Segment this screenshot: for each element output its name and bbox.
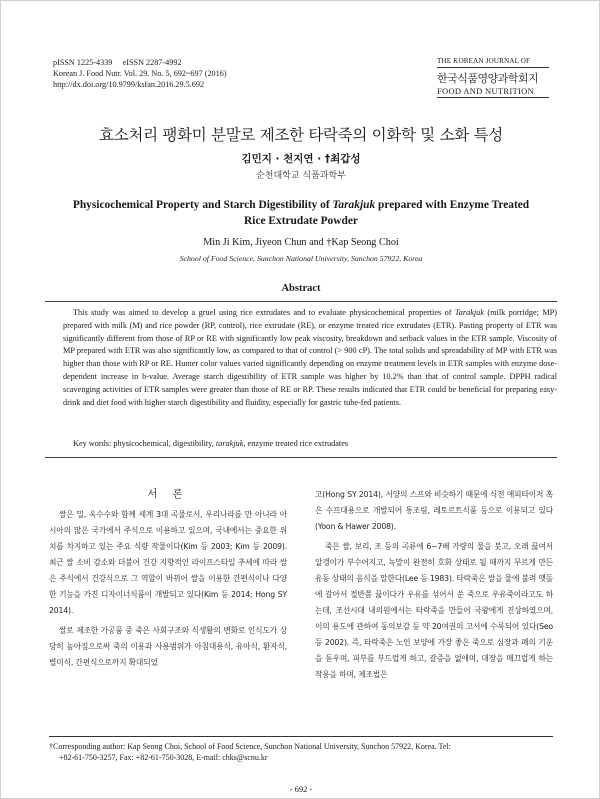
affiliation-english: School of Food Science, Sunchon National University, Sunchon 57922, Korea [179,254,423,263]
keywords-italic: tarakjuk [215,439,244,448]
body-column-right [315,487,553,683]
intro-paragraph-2-cont: 고(Hong SY 2014), 서양의 스프와 비슷하기 때문에 식전 애피타이저 혹은 수프대용으로 개발되어 통조림, 레토르트식품 등으로 이용되고 있다(Yoon & Hawer 2008). [315,490,553,531]
journal-logo [437,57,549,98]
citation-line: Korean J. Food Nutr. Vol. 29. No. 5, 692~697 (2016) [53,69,227,78]
doi-link[interactable]: http://dx.doi.org/10.9799/ksfan.2016.29.5.692 [53,80,205,89]
title-en-part-c: prepared with Enzyme Treated Rice Extrudate Powder [244,199,530,227]
intro-paragraph-1: 쌀은 밀, 옥수수와 함께 세계 3대 곡물로서, 우리나라를 만 아니라 아시아의 많은 국가에서 주식으로 이용하고 있으며, 국내에서는 중요한 위치를 차지하고 있는 주요 식량 작물이다(Kim 등 2003; Kim 등 2009). 최근 쌀 소비 감소와 더불어 건강 지향적인 라이프스타일 추세에 따라 쌀은 주식에서 건강식으로 그 역할이 바뀌어 쌀을 이용한 간편식이나 다양한 기능을 가진 디자이너식품이 개발되고 있다(Kim 등 2014; Hong SY 2014). [49,510,287,615]
journal-name-ko: 한국식품영양과학회지 [437,72,539,85]
corresponding-author-footnote [49,741,553,763]
abstract-bottom-rule [45,457,557,458]
footnote-line-1: †Corresponding author: Kap Seong Choi, School of Food Science, Sunchon National University, Sunchon 57922, Korea. Tel: [49,742,451,751]
intro-paragraph-2: 쌀로 제조한 가공품 중 죽은 사회구조와 식생활의 변화로 인식도가 상당히 높아짐으로써 죽의 이용과 사용범위가 아침대용식, 유아식, 환자식, 별미식, 간편식으로까지 확대되었 [49,626,287,667]
body-column-left [49,487,287,671]
abstract-top-rule [45,301,557,302]
abstract-part-a: This study was aimed to develop a gruel using rice extrudates and to evaluate physicochemical properties of [73,308,455,317]
abstract-text [63,307,557,409]
journal-name-en: THE KOREAN JOURNAL OF [437,57,549,68]
intro-paragraph-3: 죽은 쌀, 보리, 조 등의 곡류에 6~7배 가량의 물을 붓고, 오래 끓여서 알갱이가 부수어지고, 녹말이 완전히 호화 상태로 될 때까지 무르게 만든 유동 상태의 음식을 말한다(Lee 등 1983). 타락죽은 쌀을 물에 불려 맷돌에 갈아서 절반쯤 끓이다가 우유를 섞어서 쑨 죽으로 우유죽이라고도 하는데, 조선시대 내의원에서는 타락죽을 만들어 국왕에게 진상하였으며, 이의 용도에 관하여 동의보감 등 약 20여권의 고서에 수록되어 있다(Seo 등 2002). 즉, 타락죽은 노인 보양에 가장 좋은 죽으로 심장과 폐의 기운을 돋우며, 피부를 부드럽게 하고, 갈증을 없애며, 대장을 매끄럽게 하는 작용을 하며, 제조법은 [315,542,553,679]
keywords-part-c: , enzyme treated rice extrudates [243,439,349,448]
footnote-line-2: +82-61-750-3257, Fax: +82-61-750-3028, E-mail: chks@scnu.kr [59,753,268,762]
abstract-heading: Abstract [281,283,321,294]
title-en-italic: Tarakjuk [332,199,376,211]
publication-meta [53,57,227,90]
keywords [63,438,557,450]
keywords-part-a: Key words: physicochemical, digestibility, [73,439,216,448]
affiliation-korean: 순천대학교 식품과학부 [256,171,346,181]
abstract-part-c: (milk porridge; MP) prepared with milk (M) and rice powder (RP, control), rice extrudate (RE), or enzyme treated rice extrudates (ETR). Pasting property of ETR was significantly different from those of RP or RE with significantly low peak viscosity, breakdown and setback values in the ETR sample. Viscosity of MP prepared with ETR was also significantly low, as compared to that of control (> 900 cP). The total solids and spreadability of MP with ETR was higher than those with RP or RE. Hunter color values varied significantly depending on enzyme treatment levels in ETR samples with enzyme dose-dependent increase in b-value. Average starch digestibility of ETR sample was higher by 10.2% than that of control sample. DPPH radical scavenging activities of ETR samples were greater than those of RE or RP. These results indicated that ETR could be beneficial for preparing easy-drink and diet food with higher starch digestibility and fluidity, especially for gastric tube-fed patients. [63,308,557,407]
abstract-italic: Tarakjuk [454,308,484,317]
page-number: - 692 - [289,784,313,794]
section-heading-introduction: 서 론 [147,488,189,500]
journal-subtitle: FOOD AND NUTRITION [437,86,549,98]
title-en-part-a: Physicochemical Property and Starch Digestibility of [72,199,333,211]
title-english [61,197,541,229]
title-korean: 효소처리 팽화미 분말로 제조한 타락죽의 이화학 및 소화 특성 [99,126,503,144]
footnote-rule [49,736,553,737]
authors-english: Min Ji Kim, Jiyeon Chun and †Kap Seong Choi [203,237,399,248]
issn-line: pISSN 1225-4339 eISSN 2287-4992 [53,58,182,67]
authors-korean: 김민지 · 천지연 · †최갑성 [241,153,361,165]
